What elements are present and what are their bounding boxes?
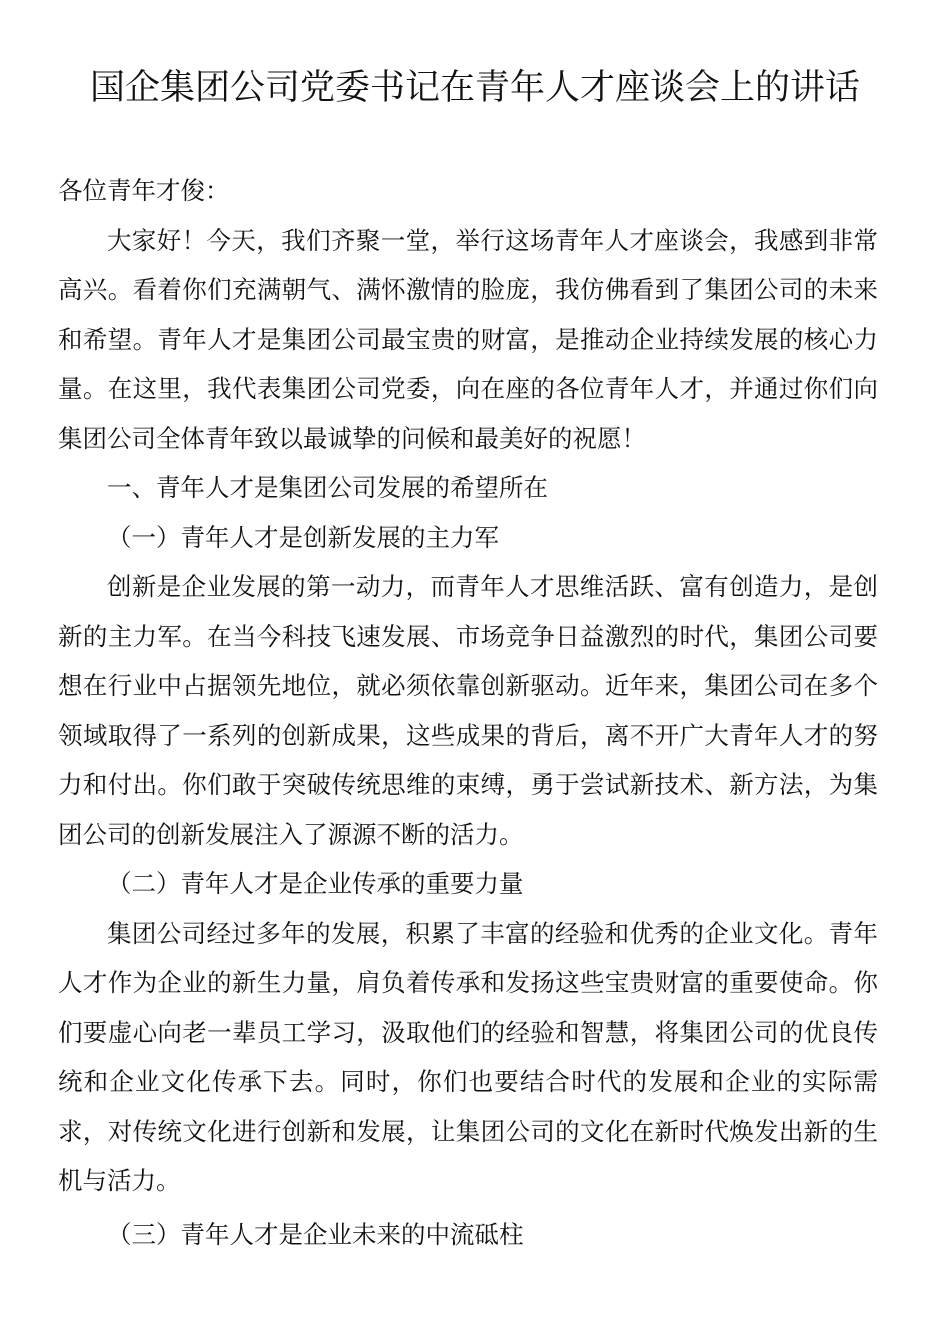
salutation: 各位青年才俊： [58, 176, 230, 205]
document-title: 国企集团公司党委书记在青年人才座谈会上的讲话 [89, 68, 860, 108]
document-body [58, 166, 878, 1259]
subsection-heading-1: （一）青年人才是创新发展的主力军 [107, 522, 499, 552]
paragraph-innovation: 创新是企业发展的第一动力，而青年人才思维活跃、富有创造力，是创新的主力军。在当今科技飞速发展、市场竞争日益激烈的时代，集团公司要想在行业中占据领先地位，就必须依靠创新驱动。近年来，集团公司在多个领域取得了一系列的创新成果，这些成果的背后，离不开广大青年人才的努力和付出。你们敢于突破传统思维的束缚，勇于尝试新技术、新方法，为集团公司的创新发展注入了源源不断的活力。 [58, 572, 878, 849]
subsection-heading-2: （二）青年人才是企业传承的重要力量 [107, 869, 524, 898]
paragraph-opening: 大家好！今天，我们齐聚一堂，举行这场青年人才座谈会，我感到非常高兴。看着你们充满朝气、满怀激情的脸庞，我仿佛看到了集团公司的未来和希望。青年人才是集团公司最宝贵的财富，是推动企业持续发展的核心力量。在这里，我代表集团公司党委，向在座的各位青年人才，并通过你们向集团公司全体青年致以最诚挚的问候和最美好的祝愿！ [58, 225, 878, 453]
section-heading-1: 一、青年人才是集团公司发展的希望所在 [107, 473, 548, 502]
paragraph-inheritance: 集团公司经过多年的发展，积累了丰富的经验和优秀的企业文化。青年人才作为企业的新生力量，肩负着传承和发扬这些宝贵财富的重要使命。你们要虚心向老一辈员工学习，汲取他们的经验和智慧，将集团公司的优良传统和企业文化传承下去。同时，你们也要结合时代的发展和企业的实际需求，对传统文化进行创新和发展，让集团公司的文化在新时代焕发出新的生机与活力。 [58, 918, 878, 1195]
subsection-heading-3: （三）青年人才是企业未来的中流砥柱 [107, 1219, 524, 1249]
